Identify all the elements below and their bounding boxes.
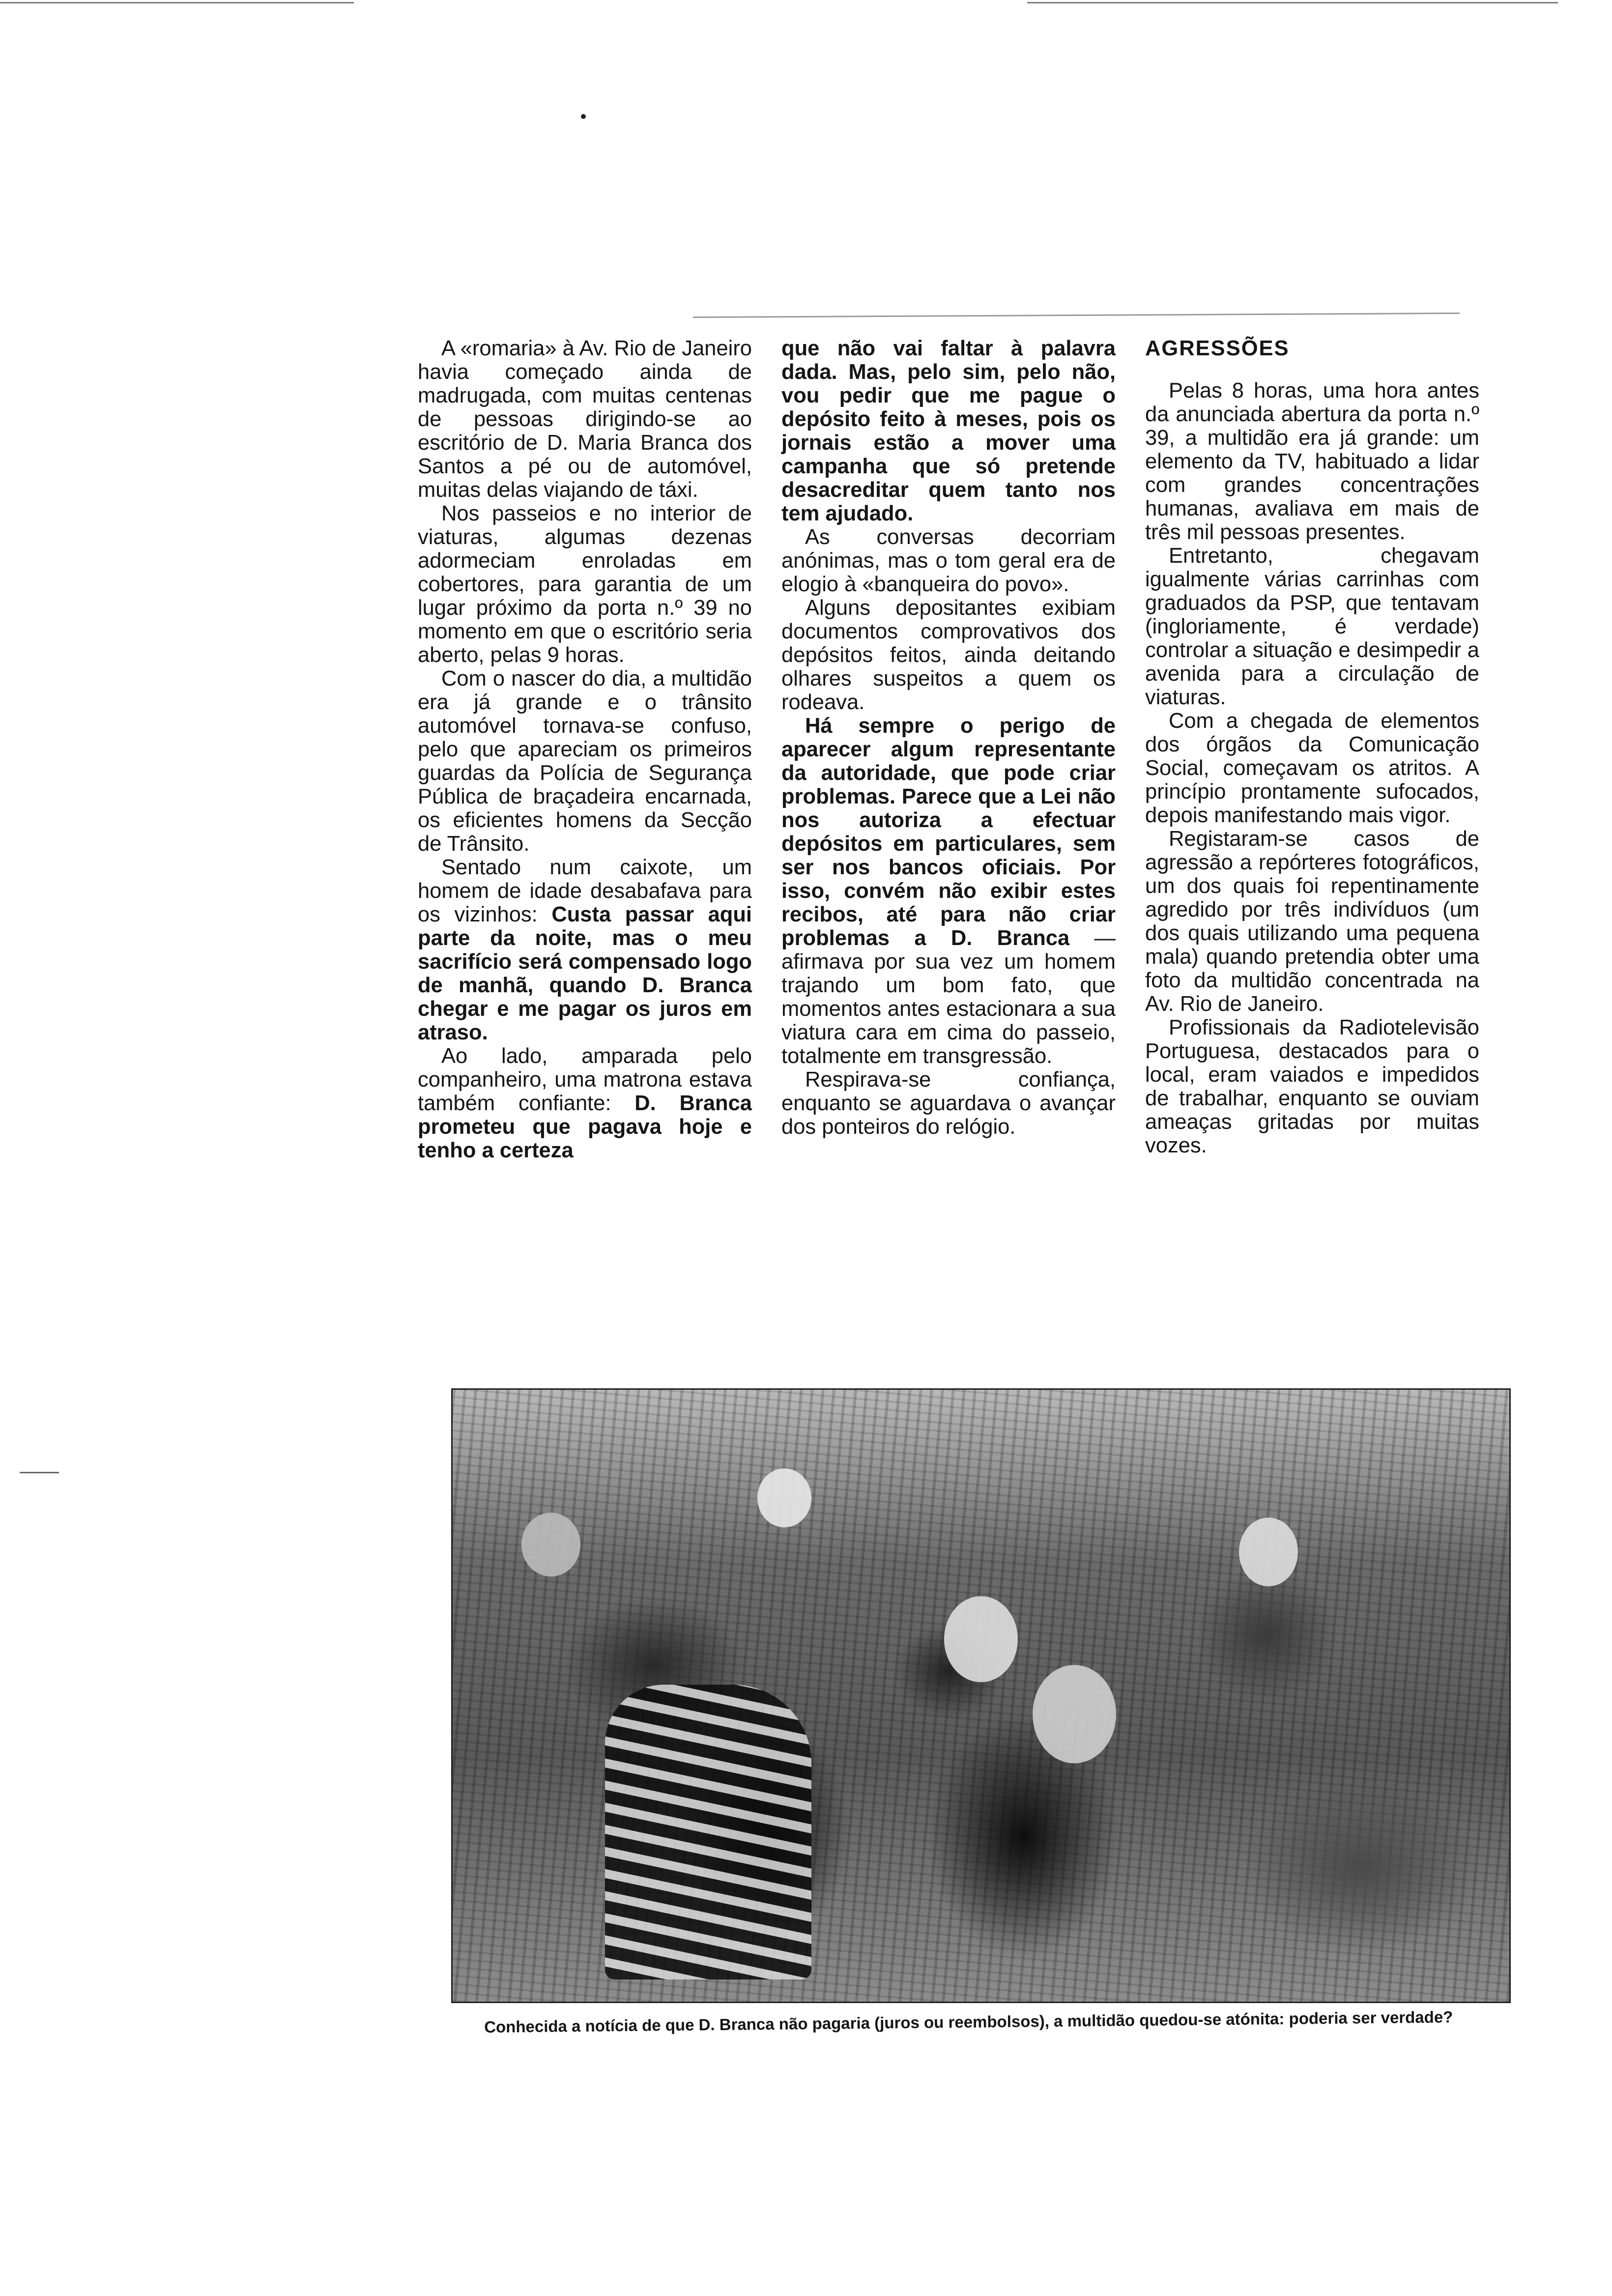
article-paragraph: Alguns depositantes exibiam documentos comprovativos dos depósitos feitos, ainda deitando olhares suspeitos a quem os rodeava. <box>781 596 1116 714</box>
crowd-photo <box>451 1388 1511 2003</box>
photo-figure-striped-shirt <box>605 1685 811 1980</box>
article-quote: Há sempre o perigo de aparecer algum representante da autoridade, que pode criar problemas. Parece que a Lei não nos autoriza a efectuar depósitos em particulares, sem ser nos bancos oficiais. Por isso, convém não exibir estes recibos, até para não criar problemas a D. Branca <box>781 714 1116 950</box>
article-paragraph <box>418 856 752 1044</box>
article-text: Ao lado, amparada pelo companheiro, uma matrona estava também confiante: <box>418 1044 752 1115</box>
article-paragraph: As conversas decorriam anónimas, mas o tom geral era de elogio à «banqueira do povo». <box>781 525 1116 596</box>
article-paragraph: Pelas 8 horas, uma hora antes da anunciada abertura da porta n.º 39, a multidão era já grande: um elemento da TV, habituado a lidar com grandes concentrações humanas, avaliava em mais de três mil pessoas presentes. <box>1145 379 1479 544</box>
article-column-1 <box>418 337 752 1371</box>
article-paragraph <box>418 1044 752 1162</box>
photo-caption: Conhecida a notícia de que D. Branca não pagaria (juros ou reembolsos), a multidão quedou-se atónita: poderia ser verdade? <box>484 2008 1453 2036</box>
article-column-3 <box>1145 337 1479 1371</box>
scan-speck <box>20 1472 59 1473</box>
article-body <box>418 337 1479 1371</box>
article-quote: que não vai faltar à palavra dada. Mas, pelo sim, pelo não, vou pedir que me pague o depósito feito à meses, pois os jornais estão a mover uma campanha que só pretende desacreditar quem tanto nos tem ajudado. <box>781 337 1116 525</box>
scan-edge-top-right <box>1027 2 1558 3</box>
scan-edge-rule <box>693 313 1460 318</box>
photo-figure-head <box>1239 1518 1298 1586</box>
article-paragraph: Com a chegada de elementos dos órgãos da Comunicação Social, começavam os atritos. A princípio prontamente sufocados, depois manifestando mais vigor. <box>1145 709 1479 827</box>
article-paragraph: Nos passeios e no interior de viaturas, algumas dezenas adormeciam enroladas em cobertores, para garantia de um lugar próximo da porta n.º 39 no momento em que o escritório seria aberto, pelas 9 horas. <box>418 502 752 667</box>
article-paragraph: Com o nascer do dia, a multidão era já grande e o trânsito automóvel tornava-se confuso, pelo que apareciam os primeiros guardas da Polícia de Segurança Pública de braçadeira encarnada, os eficientes homens da Secção de Trânsito. <box>418 667 752 856</box>
article-quote: Custa passar aqui parte da noite, mas o meu sacrifício será compensado logo de manhã, quando D. Branca chegar e me pagar os juros em atraso. <box>418 903 752 1044</box>
article-paragraph: Respirava-se confiança, enquanto se aguardava o avançar dos ponteiros do relógio. <box>781 1068 1116 1139</box>
article-text: — afirmava por sua vez um homem trajando um bom fato, que momentos antes estacionara a sua viatura cara em cima do passeio, totalmente em transgressão. <box>781 926 1116 1068</box>
photo-figure-head <box>757 1468 811 1527</box>
section-heading: AGRESSÕES <box>1145 337 1290 360</box>
photo-figure-head <box>521 1513 580 1577</box>
scan-edge-top-left <box>0 2 354 3</box>
scan-speck <box>581 114 586 119</box>
article-column-2 <box>781 337 1116 1371</box>
article-paragraph <box>781 714 1116 1068</box>
article-quote: D. Branca prometeu que pagava hoje e tenho a certeza <box>418 1091 752 1162</box>
photo-figure-head <box>1033 1665 1116 1763</box>
article-paragraph: Profissionais da Radiotelevisão Portuguesa, destacados para o local, eram vaiados e impedidos de trabalhar, enquanto se ouviam ameaças gritadas por muitas vozes. <box>1145 1016 1479 1157</box>
article-text: Sentado num caixote, um homem de idade desabafava para os vizinhos: <box>418 856 752 926</box>
article-paragraph: Entretanto, chegavam igualmente várias carrinhas com graduados da PSP, que tentavam (ingloriamente, é verdade) controlar a situação e desimpedir a avenida para a circulação de viaturas. <box>1145 544 1479 709</box>
article-paragraph: A «romaria» à Av. Rio de Janeiro havia começado ainda de madrugada, com muitas centenas de pessoas dirigindo-se ao escritório de D. Maria Branca dos Santos a pé ou de automóvel, muitas delas viajando de táxi. <box>418 337 752 502</box>
article-paragraph: Registaram-se casos de agressão a repórteres fotográficos, um dos quais foi repentinamente agredido por três indivíduos (um dos quais utilizando uma pequena mala) quando pretendia obter uma foto da multidão concentrada na Av. Rio de Janeiro. <box>1145 827 1479 1016</box>
photo-figure-head <box>944 1596 1018 1682</box>
